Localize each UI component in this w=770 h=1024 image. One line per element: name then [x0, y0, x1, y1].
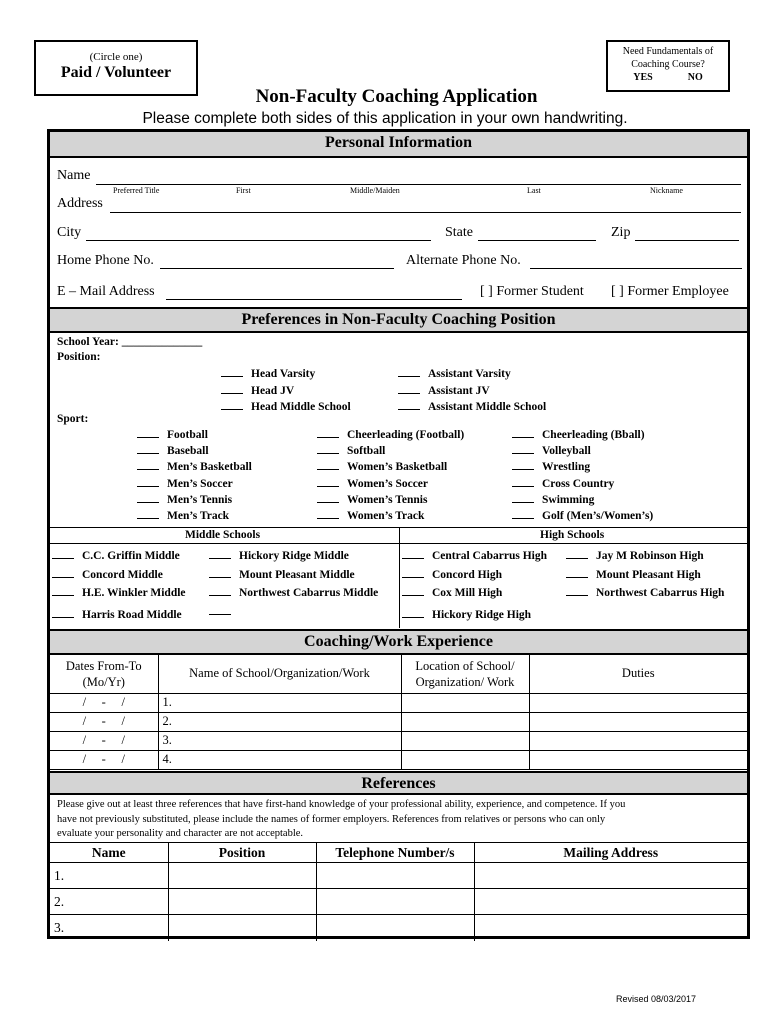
school-option[interactable]: Mount Pleasant Middle: [209, 566, 378, 585]
duties-cell[interactable]: [529, 750, 747, 769]
sport-option[interactable]: Golf (Men’s/Women’s): [512, 508, 653, 524]
ref-name-header: Name: [50, 843, 168, 863]
sport-label: Sport:: [57, 413, 89, 425]
table-row: [50, 693, 747, 712]
sport-option[interactable]: Women’s Track: [317, 508, 464, 524]
ref-phone-cell[interactable]: [316, 889, 474, 915]
ref-address-cell[interactable]: [474, 915, 747, 941]
sport-option[interactable]: Football: [137, 427, 252, 443]
school-option[interactable]: C.C. Griffin Middle: [52, 547, 186, 566]
school-option[interactable]: Northwest Cabarrus Middle: [209, 584, 378, 603]
table-row: [50, 731, 747, 750]
ref-position-cell[interactable]: [168, 915, 316, 941]
email-label: E – Mail Address: [57, 284, 155, 299]
position-option[interactable]: Assistant Varsity: [398, 366, 546, 383]
sport-option[interactable]: Men’s Basketball: [137, 459, 252, 475]
experience-table: [50, 655, 747, 770]
ref-name-cell[interactable]: 2.: [50, 889, 168, 915]
school-option[interactable]: Jay M Robinson High: [566, 547, 724, 566]
org-column-header: Name of School/Organization/Work: [158, 655, 401, 693]
middle-schools-heading: Middle Schools: [185, 529, 261, 541]
position-label: Position:: [57, 351, 101, 363]
home-phone-field[interactable]: [160, 268, 394, 269]
ref-address-cell[interactable]: [474, 889, 747, 915]
school-option[interactable]: Northwest Cabarrus High: [566, 584, 724, 603]
state-label: State: [445, 225, 473, 240]
school-option[interactable]: Hickory Ridge Middle: [209, 547, 378, 566]
high-schools-heading: High Schools: [540, 529, 605, 541]
page-title: Non-Faculty Coaching Application: [255, 86, 538, 107]
divider: [50, 543, 747, 544]
name-part-nickname: Nickname: [650, 186, 683, 195]
location-cell[interactable]: [401, 693, 529, 712]
location-cell[interactable]: [401, 712, 529, 731]
middle-schools-col-1: [52, 547, 186, 624]
sport-option[interactable]: Cross Country: [512, 476, 653, 492]
position-option[interactable]: Assistant JV: [398, 383, 546, 400]
sports-column-2: [317, 427, 464, 524]
no-option: NO: [687, 72, 703, 83]
school-option[interactable]: Concord Middle: [52, 566, 186, 585]
table-row: [50, 712, 747, 731]
sport-option[interactable]: Men’s Track: [137, 508, 252, 524]
fundamentals-line-2: Coaching Course?: [631, 59, 705, 70]
references-table: [50, 842, 747, 941]
references-instructions: Please give out at least three references that have first-hand knowledge of your professional ability, experience, and competence. If you have not previously substituted, please include the names of former employers. References from relatives or persons who can only evaluate your personality and character are not acceptable.: [57, 799, 626, 839]
home-phone-label: Home Phone No.: [57, 253, 154, 268]
duties-column-header: Duties: [529, 655, 747, 693]
position-option[interactable]: Assistant Middle School: [398, 399, 546, 416]
school-option[interactable]: Concord High: [402, 566, 547, 585]
alt-phone-field[interactable]: [530, 268, 742, 269]
references-heading: References: [50, 771, 747, 795]
high-schools-col-2: [566, 547, 724, 603]
sport-option[interactable]: Men’s Tennis: [137, 492, 252, 508]
ref-address-header: Mailing Address: [474, 843, 747, 863]
sport-option[interactable]: Swimming: [512, 492, 653, 508]
sport-option[interactable]: Volleyball: [512, 443, 653, 459]
table-row: [50, 915, 747, 941]
ref-position-header: Position: [168, 843, 316, 863]
revision-date: Revised 08/03/2017: [616, 994, 697, 1004]
school-option[interactable]: H.E. Winkler Middle: [52, 584, 186, 603]
position-option[interactable]: Head JV: [221, 383, 351, 400]
experience-heading: Coaching/Work Experience: [50, 629, 747, 655]
org-cell[interactable]: 2.: [158, 712, 401, 731]
circle-one-note: (Circle one): [89, 51, 143, 63]
date-cell[interactable]: / - /: [50, 693, 158, 712]
address-label: Address: [57, 196, 103, 211]
date-cell[interactable]: / - /: [50, 712, 158, 731]
sport-option[interactable]: Men’s Soccer: [137, 476, 252, 492]
position-option[interactable]: Head Varsity: [221, 366, 351, 383]
duties-cell[interactable]: [529, 693, 747, 712]
sport-option[interactable]: Women’s Basketball: [317, 459, 464, 475]
school-option[interactable]: Cox Mill High: [402, 584, 547, 603]
duties-cell[interactable]: [529, 731, 747, 750]
ref-phone-header: Telephone Number/s: [316, 843, 474, 863]
position-option[interactable]: Head Middle School: [221, 399, 351, 416]
city-label: City: [57, 225, 82, 240]
name-part-middle: Middle/Maiden: [350, 186, 400, 195]
fundamentals-line-1: Need Fundamentals of: [622, 46, 714, 57]
ref-address-cell[interactable]: [474, 863, 747, 889]
date-cell[interactable]: / - /: [50, 750, 158, 769]
name-label: Name: [57, 168, 91, 183]
name-part-last: Last: [527, 186, 541, 195]
state-field[interactable]: [478, 240, 596, 241]
ref-name-cell[interactable]: 1.: [50, 863, 168, 889]
sport-option[interactable]: Women’s Soccer: [317, 476, 464, 492]
location-column-header: Location of School/ Organization/ Work: [401, 655, 529, 693]
ref-position-cell[interactable]: [168, 889, 316, 915]
sport-option[interactable]: Wrestling: [512, 459, 653, 475]
former-student-checkbox[interactable]: [ ] Former Student: [480, 284, 584, 299]
sport-option[interactable]: Softball: [317, 443, 464, 459]
fundamentals-box: [606, 40, 730, 92]
pay-type-options: Paid / Volunteer: [60, 64, 172, 81]
alt-phone-label: Alternate Phone No.: [406, 253, 521, 268]
table-row: [50, 889, 747, 915]
email-field[interactable]: [166, 299, 462, 300]
page-subtitle: Please complete both sides of this application in your own handwriting.: [142, 110, 628, 127]
city-field[interactable]: [86, 240, 431, 241]
sport-option[interactable]: Cheerleading (Football): [317, 427, 464, 443]
school-option[interactable]: Harris Road Middle: [52, 606, 186, 625]
ref-position-cell[interactable]: [168, 863, 316, 889]
preferences-heading: Preferences in Non-Faculty Coaching Position: [50, 307, 747, 333]
yes-option: YES: [633, 72, 653, 83]
sport-option[interactable]: Baseball: [137, 443, 252, 459]
school-year-label[interactable]: School Year: ______________: [57, 336, 203, 348]
positions-head-list: [221, 366, 351, 416]
org-cell[interactable]: 1.: [158, 693, 401, 712]
address-field[interactable]: [110, 212, 741, 213]
duties-cell[interactable]: [529, 712, 747, 731]
ref-phone-cell[interactable]: [316, 863, 474, 889]
sports-column-3: [512, 427, 653, 524]
org-cell[interactable]: 4.: [158, 750, 401, 769]
sport-option[interactable]: Women’s Tennis: [317, 492, 464, 508]
ref-name-cell[interactable]: 3.: [50, 915, 168, 941]
positions-assistant-list: [398, 366, 546, 416]
table-row: [50, 750, 747, 769]
table-header-row: [50, 843, 747, 863]
name-part-first: First: [236, 186, 251, 195]
personal-info-heading: Personal Information: [50, 132, 747, 158]
former-employee-checkbox[interactable]: [ ] Former Employee: [611, 284, 729, 299]
org-cell[interactable]: 3.: [158, 731, 401, 750]
school-option[interactable]: Mount Pleasant High: [566, 566, 724, 585]
zip-field[interactable]: [635, 240, 739, 241]
school-option[interactable]: Central Cabarrus High: [402, 547, 547, 566]
dates-column-header: Dates From-To (Mo/Yr): [50, 655, 158, 693]
yes-no-options: [608, 71, 728, 84]
table-header-row: [50, 655, 747, 693]
school-option[interactable]: Hickory Ridge High: [402, 606, 547, 625]
name-field[interactable]: [96, 184, 741, 185]
application-form: [47, 129, 750, 939]
zip-label: Zip: [611, 225, 631, 240]
table-row: [50, 863, 747, 889]
middle-schools-col-2: [209, 547, 378, 621]
school-option[interactable]: [209, 603, 378, 622]
ref-phone-cell[interactable]: [316, 915, 474, 941]
name-part-title: Preferred Title: [113, 186, 160, 195]
high-schools-col-1: [402, 547, 547, 624]
date-cell[interactable]: / - /: [50, 731, 158, 750]
sports-column-1: [137, 427, 252, 524]
location-cell[interactable]: [401, 750, 529, 769]
location-cell[interactable]: [401, 731, 529, 750]
sport-option[interactable]: Cheerleading (Bball): [512, 427, 653, 443]
